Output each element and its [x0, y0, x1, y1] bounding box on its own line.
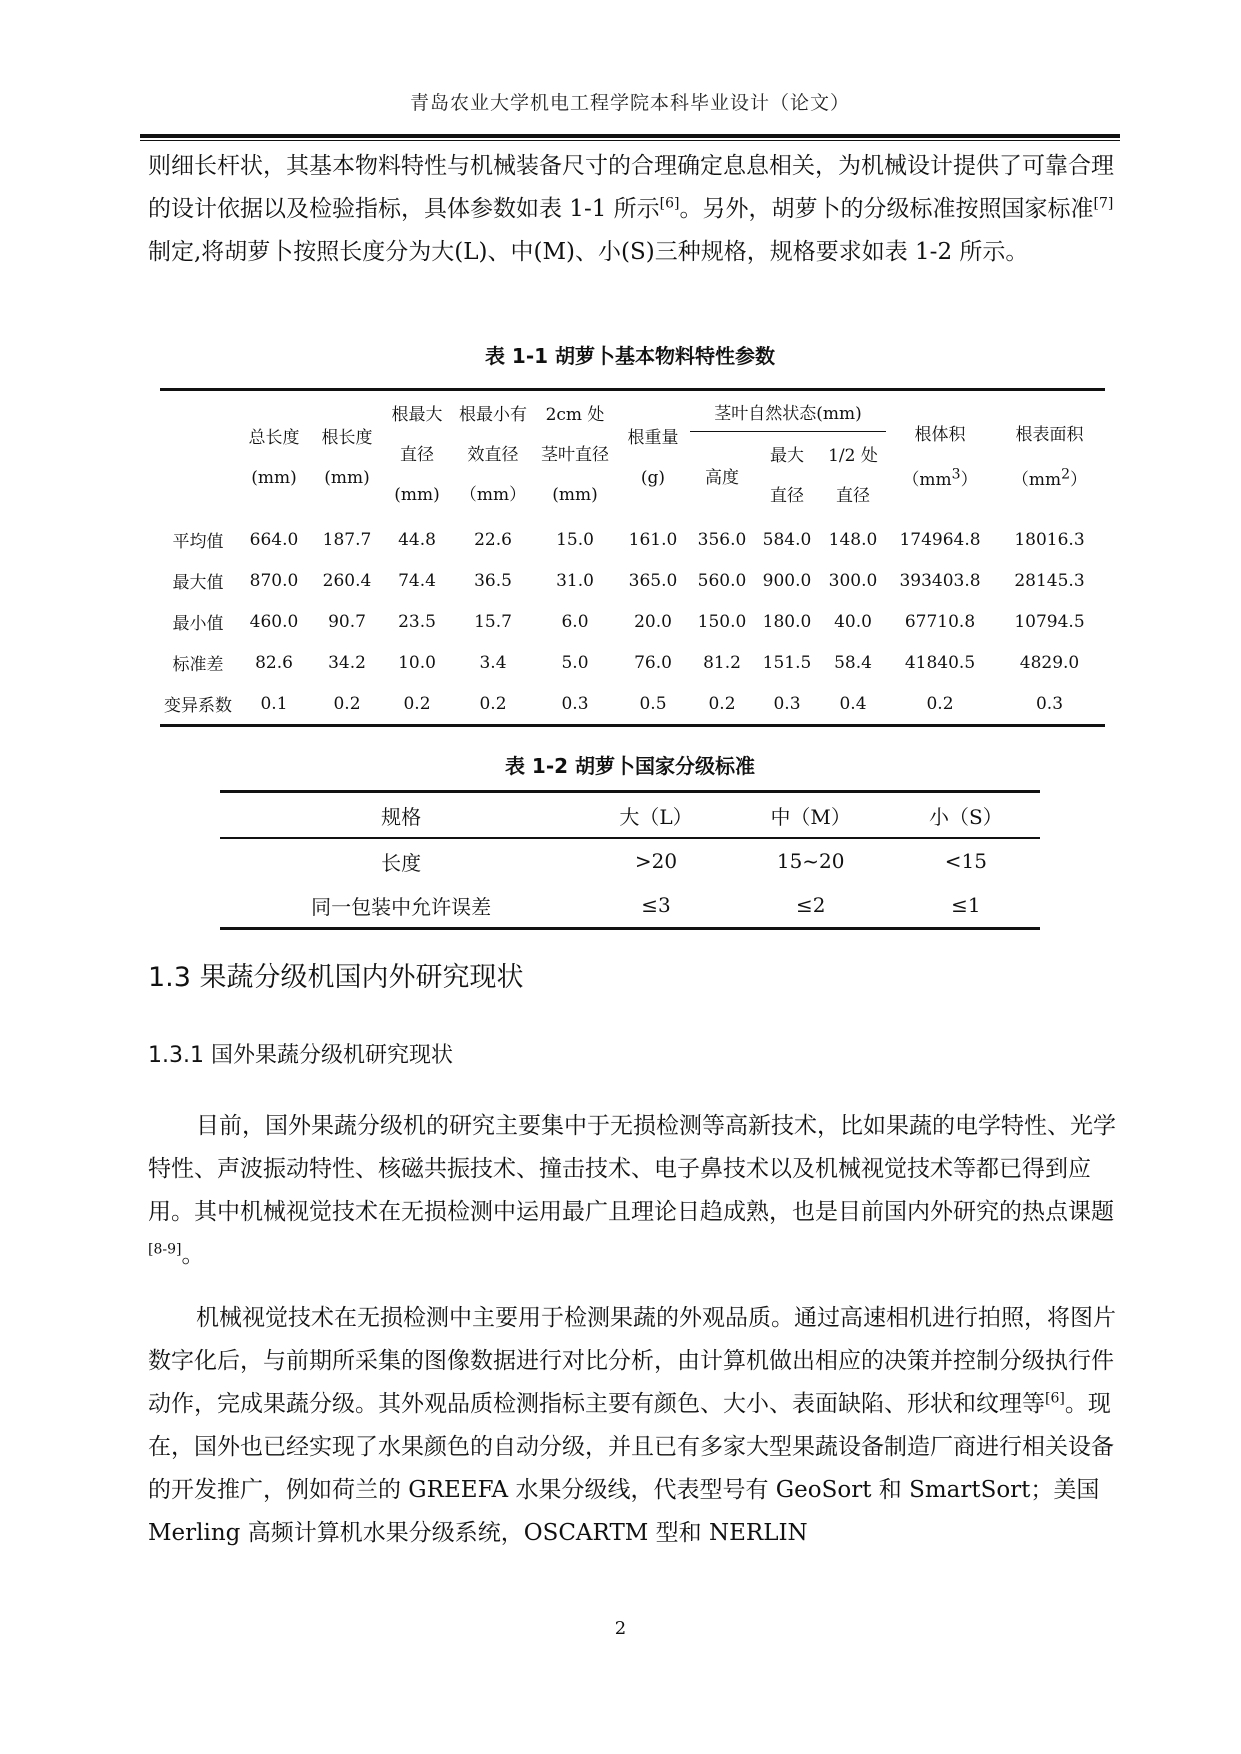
- body-text: 。: [181, 1242, 205, 1268]
- running-header: 青岛农业大学机电工程学院本科毕业设计（论文）: [409, 92, 850, 114]
- table-cell: 90.7: [328, 611, 366, 632]
- table-row: [220, 883, 1040, 929]
- table-row: [160, 642, 1105, 683]
- table-grading-standard: [220, 790, 1040, 930]
- table-cell: 0.3: [534, 683, 616, 726]
- table-cell: 44.8: [398, 529, 436, 550]
- table2-caption: 表 1-2 胡萝卜国家分级标准: [504, 754, 756, 778]
- table-cell: 0.2: [886, 683, 994, 726]
- table-cell: 150.0: [697, 611, 747, 632]
- table-row: [160, 560, 1105, 601]
- table-cell: 31.0: [556, 570, 594, 591]
- table-cell: 10.0: [398, 652, 436, 673]
- table-cell: ≤3: [582, 883, 729, 929]
- row-label: 最大值: [172, 573, 224, 593]
- col-root-surface: 根表面积 $(mm^2)$: [1011, 425, 1088, 490]
- table-cell: 0.2: [690, 683, 754, 726]
- table-cell: 300.0: [828, 570, 878, 591]
- table-cell: 664.0: [249, 529, 299, 550]
- col-root-length: 根长度 (mm): [321, 427, 373, 488]
- table-cell: 58.4: [834, 652, 872, 673]
- intro-paragraph: [148, 145, 1116, 274]
- col-spec: 规格: [220, 792, 582, 839]
- table-cell: 15.0: [556, 529, 594, 550]
- table-cell: 560.0: [697, 570, 747, 591]
- table-cell: 34.2: [328, 652, 366, 673]
- page-number: 2: [614, 1618, 627, 1639]
- citation-ref: [7]: [1093, 195, 1114, 212]
- table-cell: 900.0: [762, 570, 812, 591]
- table-cell: 10794.5: [1014, 611, 1085, 632]
- table-cell: 3.4: [479, 652, 507, 673]
- header-rule-thin: [140, 140, 1120, 141]
- col-large: 大（L）: [582, 792, 729, 839]
- table-cell: 180.0: [762, 611, 812, 632]
- table-cell: 187.7: [322, 529, 372, 550]
- table-cell: 41840.5: [904, 652, 976, 673]
- table-cell: 23.5: [398, 611, 436, 632]
- header-rule-thick: [140, 134, 1120, 138]
- table-cell: 22.6: [474, 529, 512, 550]
- col-half-diameter: 1/2 处 直径: [828, 445, 878, 506]
- row-label: 变异系数: [160, 683, 236, 726]
- table-cell: 870.0: [249, 570, 299, 591]
- table2-body: [220, 838, 1040, 929]
- table-cell: 5.0: [561, 652, 589, 673]
- table-cell: 15.7: [474, 611, 512, 632]
- col-max-diameter: 根最大 直径 (mm): [391, 405, 443, 505]
- col-height: 高度: [705, 468, 739, 488]
- table-cell: 584.0: [762, 529, 812, 550]
- table-cell: 40.0: [834, 611, 872, 632]
- col-max-diameter-2: 最大 直径: [770, 445, 804, 506]
- intro-text-a: 则细长杆状，其基本物料特性与机械装备尺寸的合理确定息息相关，为机械设计提供了可靠合理的设计依据以及检验指标，具体参数如表 1-1 所示: [148, 153, 1114, 222]
- citation-ref: [8-9]: [148, 1241, 182, 1258]
- col-medium: 中（M）: [730, 792, 892, 839]
- table-row: [160, 601, 1105, 642]
- table-cell: 460.0: [249, 611, 299, 632]
- col-stem-diameter-2cm: 2cm 处 茎叶直径 (mm): [541, 405, 609, 505]
- table-cell: 36.5: [474, 570, 512, 591]
- table-cell: 260.4: [322, 570, 372, 591]
- table-cell: <15: [944, 849, 987, 873]
- table-cell: 0.3: [754, 683, 820, 726]
- table-cell: ≤2: [730, 883, 892, 929]
- table-cell: 6.0: [561, 611, 589, 632]
- table-cell: 20.0: [634, 611, 672, 632]
- body-paragraph-1: [148, 1105, 1116, 1277]
- table-cell: 18016.3: [1014, 529, 1085, 550]
- table-cell: >20: [634, 849, 678, 873]
- citation-ref: [6]: [659, 195, 680, 212]
- table-cell: 0.4: [820, 683, 886, 726]
- table-cell: 74.4: [398, 570, 436, 591]
- col-small: 小（S）: [892, 792, 1040, 839]
- row-label: 最小值: [172, 614, 224, 634]
- section-heading-1-3: 1.3 果蔬分级机国内外研究现状: [148, 962, 524, 993]
- col-min-effective-diameter: 根最小有 效直径 （mm）: [459, 405, 527, 505]
- table1-body: [160, 519, 1105, 726]
- table-cell: 0.2: [382, 683, 452, 726]
- table-cell: 365.0: [628, 570, 678, 591]
- body-text: 机械视觉技术在无损检测中主要用于检测果蔬的外观品质。通过高速相机进行拍照，将图片数字化后，与前期所采集的图像数据进行对比分析，由计算机做出相应的决策并控制分级执行件动作，完成果蔬分级。其外观品质检测指标主要有颜色、大小、表面缺陷、形状和纹理等: [148, 1305, 1116, 1417]
- col-root-weight: 根重量 (g): [627, 427, 679, 488]
- table-cell: 148.0: [828, 529, 878, 550]
- citation-ref: [6]: [1045, 1390, 1065, 1407]
- row-label: 平均值: [172, 532, 224, 552]
- table-row: [160, 519, 1105, 560]
- table-cell: 81.2: [703, 652, 741, 673]
- col-total-length: 总长度 (mm): [248, 427, 300, 488]
- table-cell: 0.2: [452, 683, 534, 726]
- table-cell: 28145.3: [1014, 570, 1085, 591]
- table-cell: 161.0: [628, 529, 678, 550]
- table-cell: 151.5: [762, 652, 812, 673]
- table-cell: 0.2: [312, 683, 382, 726]
- table-cell: 76.0: [634, 652, 672, 673]
- table-cell: 174964.8: [899, 529, 981, 550]
- intro-text-b: 。另外，胡萝卜的分级标准按照国家标准: [679, 196, 1094, 222]
- table-cell: 82.6: [255, 652, 293, 673]
- table-cell: 4829.0: [1019, 652, 1080, 673]
- body-text: 。现在，国外也已经实现了水果颜色的自动分级，并且已有多家大型果蔬设备制造厂商进行相关设备的开发推广，例如荷兰的 GREEFA 水果分级线，代表型号有 GeoSort 和 SmartSort；美国 Merling 高频计算机水果分级系统，OSCARTM 型和 NERLIN: [148, 1391, 1114, 1546]
- col-group-stem-natural: 茎叶自然状态(mm): [690, 390, 886, 432]
- intro-text-c: 制定,将胡萝卜按照长度分为大(L)、中(M)、小(S)三种规格，规格要求如表 1-2 所示。: [148, 239, 1029, 265]
- table-cell: 0.5: [616, 683, 690, 726]
- table-cell: 同一包装中允许误差: [220, 883, 582, 929]
- table-cell: 356.0: [697, 529, 747, 550]
- table-cell: ≤1: [892, 883, 1040, 929]
- col-root-volume: 根体积 $(mm^3)$: [902, 425, 978, 490]
- table-cell: 长度: [381, 850, 422, 875]
- row-label: 标准差: [172, 655, 224, 675]
- table-cell: 393403.8: [899, 570, 981, 591]
- table-cell: 0.3: [994, 683, 1105, 726]
- table-row: [160, 683, 1105, 726]
- table-cell: 15~20: [776, 849, 845, 873]
- table-carrot-properties: [160, 388, 1105, 727]
- table-cell: 0.1: [236, 683, 312, 726]
- table1-caption: 表 1-1 胡萝卜基本物料特性参数: [484, 344, 776, 368]
- row-label-header: [160, 390, 236, 520]
- table-row: [220, 838, 1040, 883]
- table-cell: 67710.8: [904, 611, 976, 632]
- section-heading-1-3-1: 1.3.1 国外果蔬分级机研究现状: [148, 1043, 453, 1068]
- body-text: 目前，国外果蔬分级机的研究主要集中于无损检测等高新技术，比如果蔬的电学特性、光学特性、声波振动特性、核磁共振技术、撞击技术、电子鼻技术以及机械视觉技术等都已得到应用。其中机械视觉技术在无损检测中运用最广且理论日趋成熟，也是目前国内外研究的热点课题: [148, 1113, 1116, 1225]
- body-paragraph-2: [148, 1297, 1116, 1555]
